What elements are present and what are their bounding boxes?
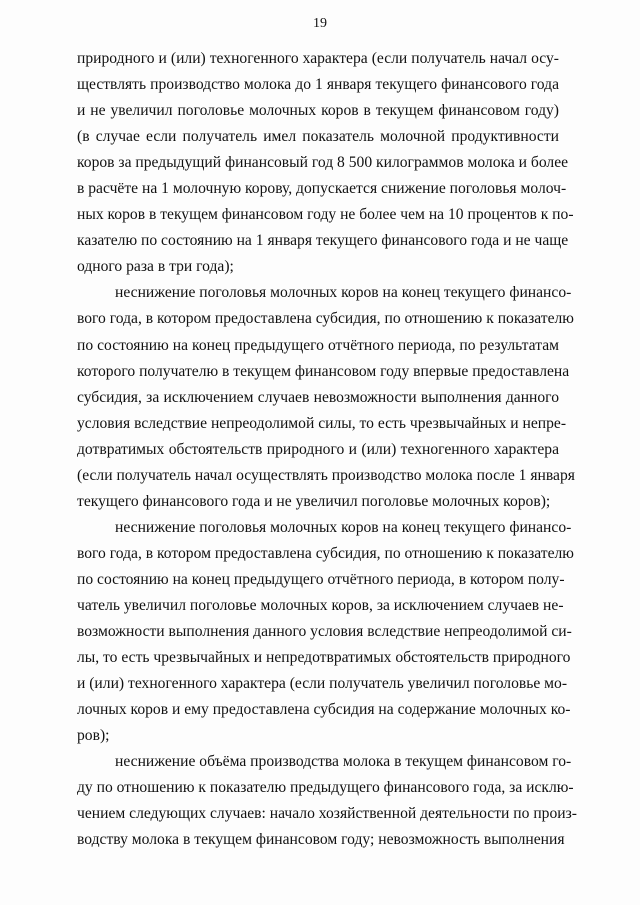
text-line: коров за предыдущий финансовый год 8 500 килограммов молока и более — [77, 154, 569, 172]
text-line: условия вследствие непреодолимой силы, то есть чрезвычайных и непре- — [77, 414, 567, 432]
text-line: неснижение поголовья молочных коров на конец текущего финансо- — [115, 284, 572, 302]
text-line: ду по отношению к показателю предыдущего финансового года, за исклю- — [77, 779, 574, 797]
text-line: по состоянию на конец предыдущего отчётного периода, по результатам — [77, 336, 559, 354]
text-line: ных коров в текущем финансовом году не более чем на 10 процентов к по- — [77, 206, 574, 224]
paragraph — [77, 46, 574, 280]
text-line: и не увеличил поголовье молочных коров в текущем финансовом году) — [77, 102, 559, 120]
text-line: (если получатель начал осуществлять производство молока после 1 января — [77, 466, 575, 484]
paragraph — [77, 749, 577, 853]
text-line: дотвратимых обстоятельств природного и (или) техногенного характера — [77, 440, 559, 458]
text-line: которого получателю в текущем финансовом году впервые предоставлена — [77, 362, 570, 380]
text-line: вого года, в котором предоставлена субсидия, по отношению к показателю — [77, 544, 574, 562]
text-line: субсидия, за исключением случаев невозможности выполнения данного — [77, 388, 559, 406]
text-line: ров); — [77, 727, 110, 745]
text-line: вого года, в котором предоставлена субсидия, по отношению к показателю — [77, 310, 574, 328]
text-line: возможности выполнения данного условия вследствие непреодолимой си- — [77, 623, 572, 641]
text-line: неснижение поголовья молочных коров на конец текущего финансо- — [115, 518, 572, 536]
text-line: лы, то есть чрезвычайных и непредотвратимых обстоятельств природного — [77, 649, 571, 667]
paragraph — [77, 280, 575, 514]
text-line: ществлять производство молока до 1 января текущего финансового года — [77, 76, 559, 94]
text-line: одного раза в три года); — [77, 258, 234, 276]
text-line: неснижение объёма производства молока в текущем финансовом го- — [115, 753, 572, 771]
text-line: (в случае если получатель имел показатель молочной продуктивности — [77, 128, 559, 146]
text-line: природного и (или) техногенного характера (если получатель начал осу- — [77, 50, 559, 67]
text-line: водству молока в текущем финансовом году; невозможность выполнения — [77, 831, 565, 849]
paragraph — [77, 515, 574, 749]
text-line: лочных коров и ему предоставлена субсидия на содержание молочных ко- — [77, 701, 571, 719]
text-line: чением следующих случаев: начало хозяйственной деятельности по произ- — [77, 805, 577, 823]
text-line: в расчёте на 1 молочную корову, допускается снижение поголовья молоч- — [77, 180, 567, 198]
text-line: казателю по состоянию на 1 января текущего финансового года и не чаще — [77, 232, 569, 250]
text-line: чатель увеличил поголовье молочных коров, за исключением случаев не- — [77, 596, 564, 614]
document-body — [77, 46, 577, 853]
text-line: текущего финансового года и не увеличил поголовье молочных коров); — [77, 492, 551, 510]
text-line: по состоянию на конец предыдущего отчётного периода, в котором полу- — [77, 570, 565, 588]
text-line: и (или) техногенного характера (если получатель увеличил поголовье мо- — [77, 675, 568, 693]
page-number: 19 — [313, 16, 327, 31]
